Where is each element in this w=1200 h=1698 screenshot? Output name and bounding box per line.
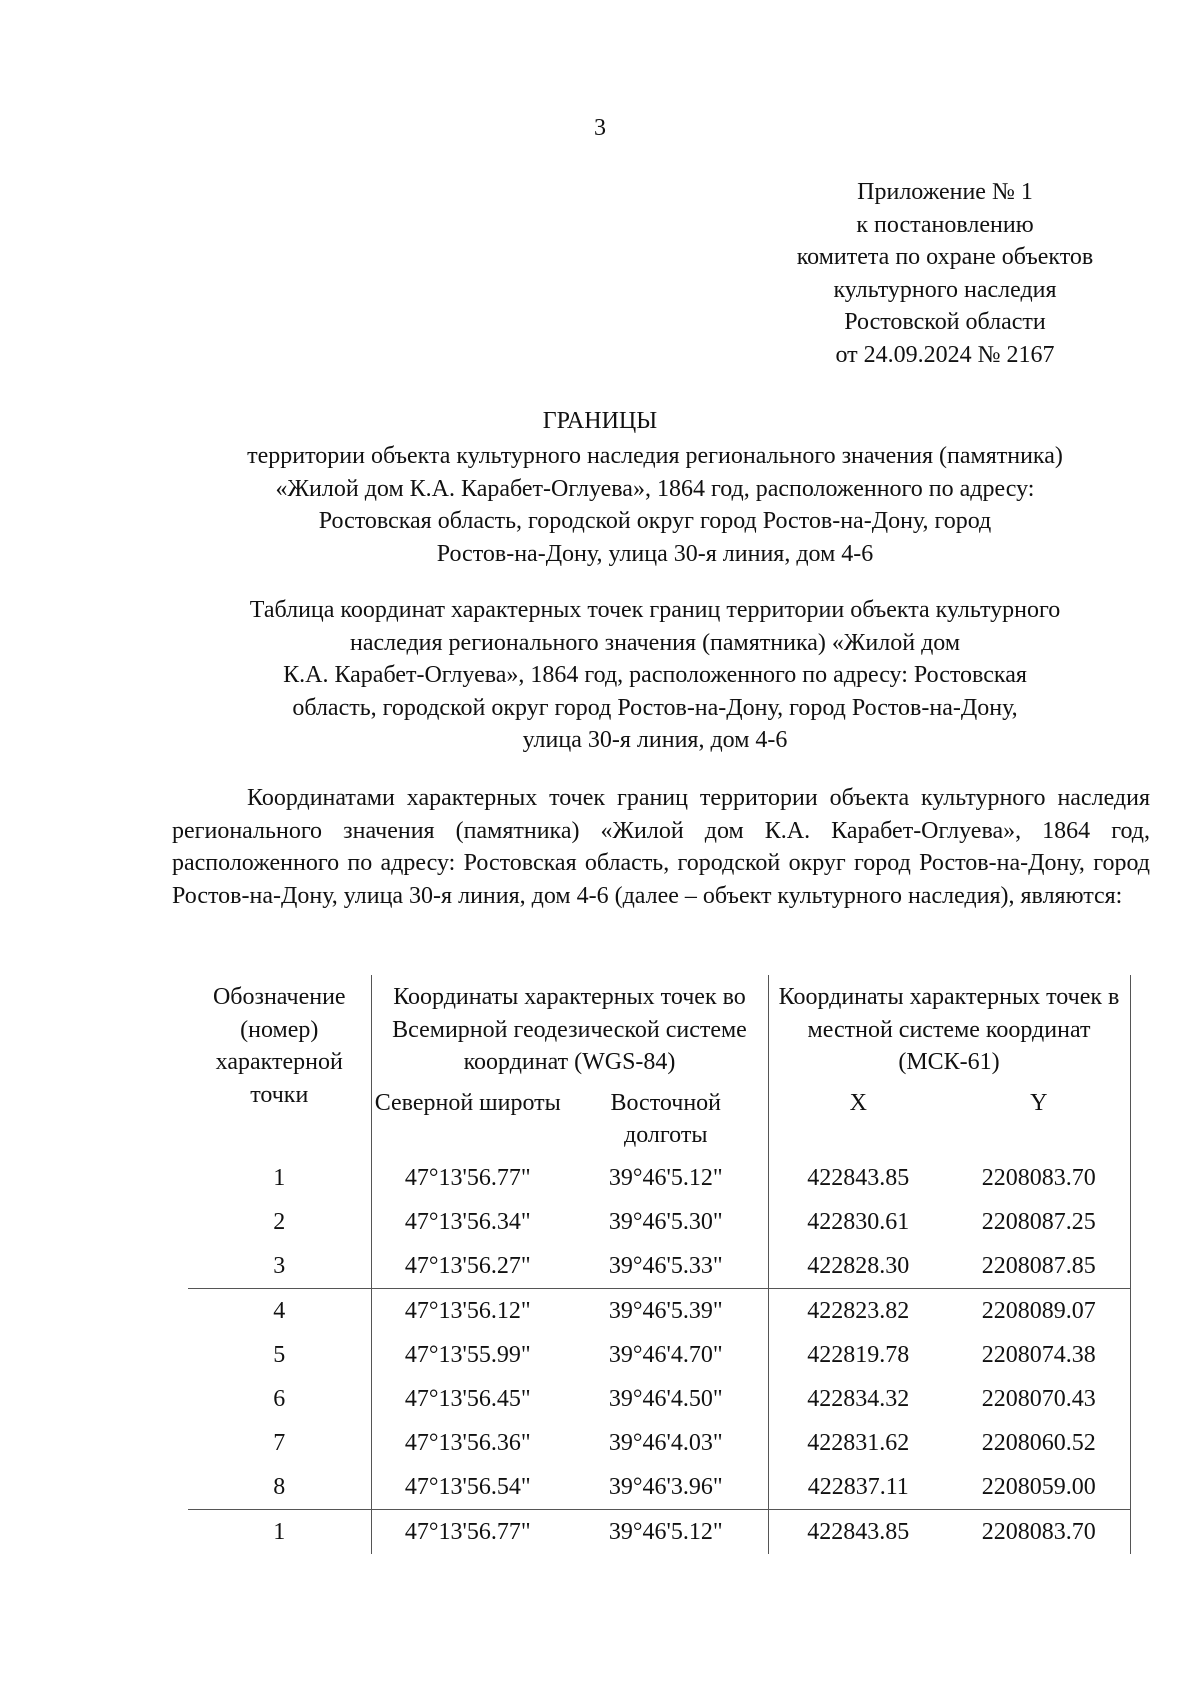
cell-y: 2208083.70 [948, 1509, 1130, 1554]
coordinates-table-wrapper [188, 975, 1130, 1554]
cell-lat: 47°13'56.45" [404, 1385, 531, 1412]
cell-x: 422831.62 [807, 1429, 910, 1456]
appendix-line: культурного наследия [833, 276, 1057, 303]
cell-y: 2208083.70 [948, 1156, 1130, 1200]
cell-lat: 47°13'56.77" [404, 1164, 531, 1191]
appendix-line: Приложение № 1 [857, 179, 1033, 205]
cell-lon: 39°46'4.03" [564, 1421, 768, 1465]
appendix-line: комитета по охране объектов [796, 244, 1094, 270]
caption-line: наследия регионального значения (памятника) «Жилой дом [349, 629, 961, 656]
cell-x: 422837.11 [807, 1473, 909, 1500]
header-wgs: Координаты характерных точек во Всемирной геодезической системе координат (WGS-84) [371, 975, 768, 1079]
cell-point: 7 [188, 1421, 371, 1465]
cell-lon: 39°46'5.12" [564, 1156, 768, 1200]
header-x: X [849, 1089, 867, 1116]
cell-lon: 39°46'4.50" [564, 1377, 768, 1421]
cell-x: 422819.78 [807, 1341, 910, 1368]
cell-point: 3 [188, 1244, 371, 1289]
header-lon: Восточной долготы [564, 1079, 768, 1156]
cell-lat: 47°13'56.12" [371, 1288, 564, 1333]
header-lat: Северной широты [374, 1089, 561, 1116]
cell-y: 2208060.52 [948, 1421, 1130, 1465]
cell-x: 422834.32 [807, 1385, 910, 1412]
appendix-line: Ростовской области [844, 309, 1046, 335]
title-line: «Жилой дом К.А. Карабет-Оглуева», 1864 год, расположенного по адресу: [275, 475, 1035, 502]
cell-y: 2208089.07 [948, 1288, 1130, 1333]
title-line: Ростовская область, городской округ город Ростов-на-Дону, город [318, 508, 992, 534]
cell-point: 1 [188, 1156, 371, 1200]
table-row [188, 1333, 1130, 1377]
cell-lon: 39°46'4.70" [564, 1333, 768, 1377]
table-row [188, 1244, 1130, 1289]
caption-line: К.А. Карабет-Оглуева», 1864 год, расположенного по адресу: Ростовская [283, 662, 1027, 688]
cell-lon: 39°46'5.12" [564, 1509, 768, 1554]
caption-line: область, городской округ город Ростов-на-Дону, город Ростов-на-Дону, [292, 694, 1018, 721]
intro-paragraph: Координатами характерных точек границ территории объекта культурного наследия регионального значения (памятника) «Жилой дом К.А. Карабет-Оглуева», 1864 год, расположенного по адресу: Ростовская область, городской округ город Ростов-на-Дону, город Ростов-на-Дону, улица 30-я линия, дом 4-6 (далее – объект культурного наследия), являются: [172, 785, 1150, 909]
table-row [188, 1156, 1130, 1200]
cell-point: 6 [188, 1377, 371, 1421]
table-row [188, 1509, 1130, 1554]
cell-y: 2208087.85 [948, 1244, 1130, 1289]
appendix-block [740, 176, 1150, 371]
cell-lat: 47°13'56.54" [404, 1473, 531, 1500]
cell-lat: 47°13'56.27" [404, 1252, 531, 1279]
cell-x: 422830.61 [807, 1208, 910, 1235]
cell-lat: 47°13'56.34" [404, 1208, 531, 1235]
cell-y: 2208087.25 [948, 1200, 1130, 1244]
cell-point: 1 [188, 1509, 371, 1554]
header-point: Обозначение (номер) характерной точки [188, 975, 371, 1156]
caption-line: Таблица координат характерных точек границ территории объекта культурного [249, 597, 1061, 623]
cell-y: 2208059.00 [948, 1465, 1130, 1510]
title-line: территории объекта культурного наследия регионального значения (памятника) [247, 443, 1063, 469]
cell-point: 4 [188, 1288, 371, 1333]
appendix-line: от 24.09.2024 № 2167 [835, 341, 1055, 368]
cell-x: 422828.30 [807, 1252, 910, 1279]
cell-lat: 47°13'56.36" [404, 1429, 531, 1456]
cell-x: 422823.82 [768, 1288, 948, 1333]
cell-lon: 39°46'3.96" [564, 1465, 768, 1510]
cell-lon: 39°46'5.39" [564, 1288, 768, 1333]
appendix-line: к постановлению [856, 211, 1034, 238]
document-title [160, 440, 1150, 570]
cell-point: 2 [188, 1200, 371, 1244]
cell-x: 422843.85 [807, 1164, 910, 1191]
cell-y: 2208074.38 [948, 1333, 1130, 1377]
cell-point: 5 [188, 1333, 371, 1377]
table-row [188, 1377, 1130, 1421]
document-heading: ГРАНИЦЫ [542, 408, 658, 434]
table-caption [160, 594, 1150, 757]
cell-lon: 39°46'5.33" [564, 1244, 768, 1289]
table-row [188, 1421, 1130, 1465]
cell-point: 8 [188, 1465, 371, 1510]
coordinates-table [188, 975, 1131, 1554]
title-line: Ростов-на-Дону, улица 30-я линия, дом 4-6 [436, 540, 874, 567]
header-y: Y [948, 1079, 1130, 1156]
table-row [188, 1288, 1130, 1333]
table-row [188, 1465, 1130, 1510]
page-number: 3 [594, 115, 606, 141]
cell-lat: 47°13'55.99" [404, 1341, 531, 1368]
header-msk: Координаты характерных точек в местной системе координат (МСК-61) [768, 975, 1130, 1079]
cell-lon: 39°46'5.30" [564, 1200, 768, 1244]
caption-line: улица 30-я линия, дом 4-6 [522, 727, 788, 753]
cell-x: 422843.85 [768, 1509, 948, 1554]
table-row [188, 1200, 1130, 1244]
cell-lat: 47°13'56.77" [371, 1509, 564, 1554]
cell-y: 2208070.43 [948, 1377, 1130, 1421]
